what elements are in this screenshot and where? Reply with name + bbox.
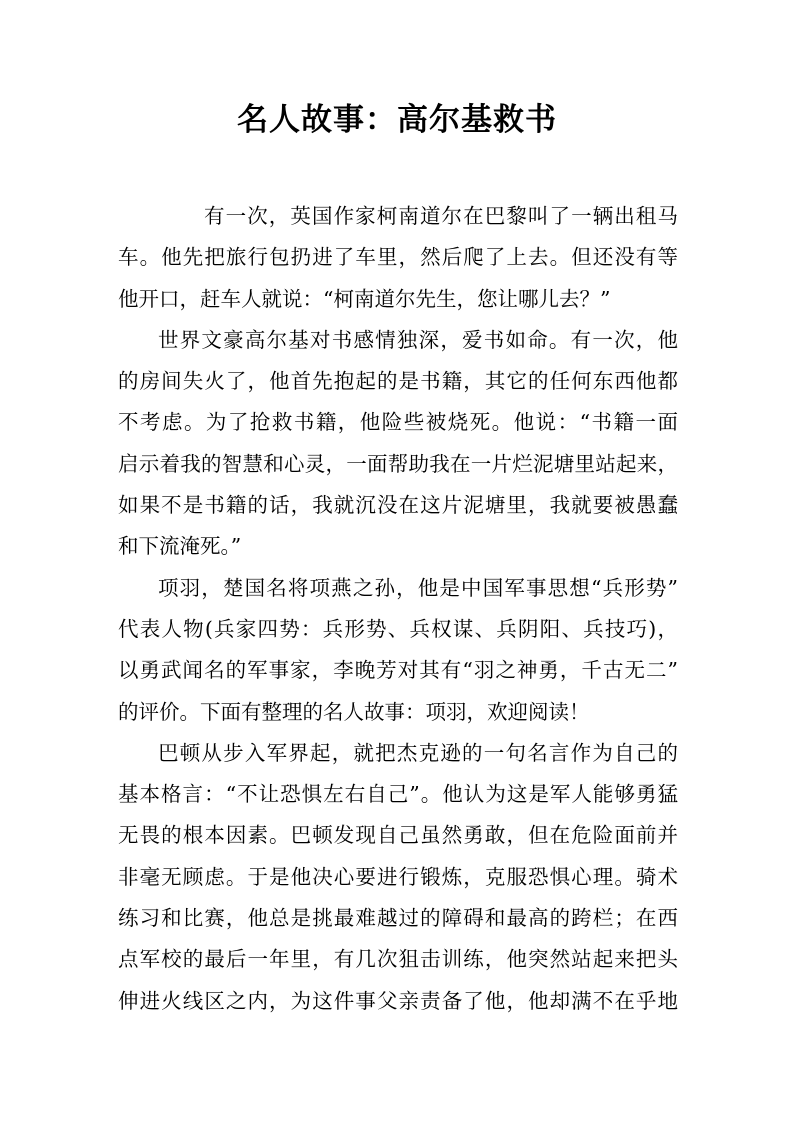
paragraph-line: 项羽，楚国名将项燕之孙，他是中国军事思想“兵形势” (158, 575, 678, 600)
paragraph-line: 巴顿从步入军界起，就把杰克逊的一句名言作为自己的 (158, 740, 678, 765)
paragraph-line: 车。他先把旅行包扔进了车里，然后爬了上去。但还没有等 (118, 245, 678, 270)
paragraph-line: 非毫无顾虑。于是他决心要进行锻炼，克服恐惧心理。骑术 (118, 864, 678, 889)
document-body (118, 196, 678, 1022)
paragraph-line: 代表人物(兵家四势：兵形势、兵权谋、兵阴阳、兵技巧)， (118, 616, 678, 641)
paragraph-line: 伸进火线区之内，为这件事父亲责备了他，他却满不在乎地 (118, 988, 678, 1013)
paragraph-line: 基本格言：“不让恐惧左右自己”。他认为这是军人能够勇猛 (118, 782, 678, 807)
paragraph-line: 不考虑。为了抢救书籍，他险些被烧死。他说：“书籍一面 (118, 410, 678, 435)
paragraph-line: 以勇武闻名的军事家，李晚芳对其有“羽之神勇，千古无二” (118, 658, 678, 683)
paragraph-line: 和下流淹死。” (118, 534, 242, 559)
paragraph-line: 有一次，英国作家柯南道尔在巴黎叫了一辆出租马 (204, 204, 678, 228)
paragraph-line: 的评价。下面有整理的名人故事：项羽，欢迎阅读！ (118, 699, 590, 724)
paragraph-line: 如果不是书籍的话，我就沉没在这片泥塘里，我就要被愚蠢 (118, 493, 678, 518)
document-title: 名人故事：高尔基救书 (237, 102, 557, 138)
paragraph-line: 无畏的根本因素。巴顿发现自己虽然勇敢，但在危险面前并 (118, 823, 678, 848)
paragraph-line: 启示着我的智慧和心灵，一面帮助我在一片烂泥塘里站起来， (118, 451, 678, 476)
paragraph-line: 的房间失火了，他首先抱起的是书籍，其它的任何东西他都 (118, 369, 678, 394)
paragraph-line: 练习和比赛，他总是挑最难越过的障碍和最高的跨栏；在西 (118, 906, 678, 931)
paragraph-line: 他开口，赶车人就说：“柯南道尔先生，您让哪儿去？” (118, 286, 611, 311)
paragraph-line: 点军校的最后一年里，有几次狙击训练，他突然站起来把头 (118, 947, 678, 972)
paragraph-line: 世界文豪高尔基对书感情独深，爱书如命。有一次，他 (158, 327, 678, 352)
